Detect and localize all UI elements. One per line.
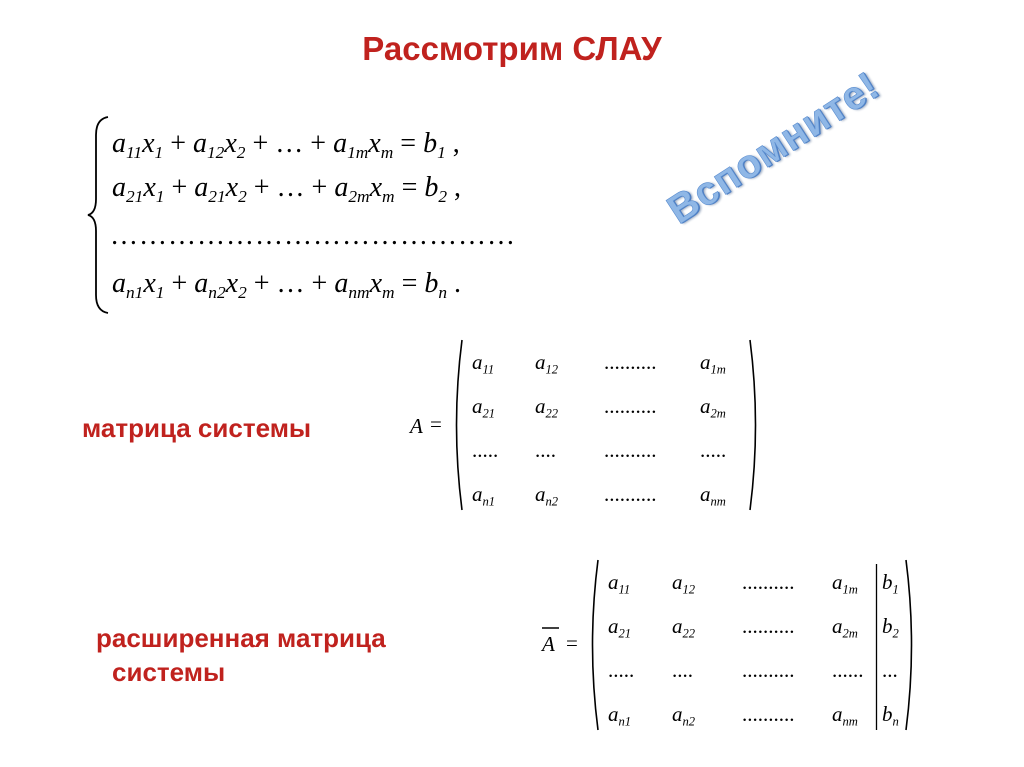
matrix-cell [608, 702, 631, 727]
matrix-cell [882, 614, 899, 639]
matrix-cell [535, 482, 558, 507]
matrix-cell [672, 702, 695, 727]
matrix-cell [700, 394, 726, 419]
math-operator: .......... [742, 658, 795, 682]
augmented-lhs: A [542, 632, 555, 656]
math-variable: $a_{11}$ [608, 570, 631, 597]
matrix-cell [608, 570, 630, 595]
math-operator: .......... [604, 350, 657, 374]
augmented-left-paren [586, 558, 600, 732]
matrix-cell [700, 350, 726, 375]
math-variable: $a_{n1}$ [608, 702, 632, 729]
math-variable: $a_{nm}$ [334, 268, 370, 303]
math-variable: $b_1$ [423, 128, 446, 163]
matrix-cell [604, 482, 657, 507]
matrix-right-paren [748, 338, 762, 512]
math-operator: + … + [246, 172, 335, 203]
math-variable: $b_n$ [424, 268, 448, 303]
math-operator: .......... [604, 438, 657, 462]
math-variable: $a_{22}$ [672, 614, 696, 641]
equation-row [112, 128, 460, 163]
matrix-cell [832, 570, 858, 595]
math-variable: $a_{nm}$ [832, 702, 858, 729]
matrix-cell [604, 350, 657, 375]
math-operator: .......... [742, 570, 795, 594]
math-variable: $a_{nm}$ [700, 482, 726, 509]
math-variable: $x_1$ [143, 172, 165, 207]
matrix-cell [742, 658, 795, 683]
matrix-cell [882, 658, 898, 683]
matrix-cell [742, 702, 795, 727]
matrix-cell [604, 438, 657, 463]
matrix-equals: = [430, 412, 442, 436]
equation-row [112, 172, 462, 207]
math-operator: .......... [604, 482, 657, 506]
math-variable: $a_{12}$ [193, 128, 225, 163]
math-operator: + [164, 268, 195, 299]
math-operator: + [163, 128, 193, 159]
math-variable: $b_1$ [882, 570, 899, 597]
math-operator: + … + [245, 128, 334, 159]
augmented-right-paren [904, 558, 918, 732]
matrix-cell [608, 658, 634, 683]
matrix-left-paren [450, 338, 464, 512]
math-variable: $a_{1m}$ [333, 128, 369, 163]
math-variable: $b_2$ [424, 172, 448, 207]
matrix-cell [604, 394, 657, 419]
matrix-cell [535, 350, 558, 375]
math-variable: $a_{11}$ [112, 128, 143, 163]
math-operator: .......... [742, 614, 795, 638]
matrix-cell [608, 614, 631, 639]
math-operator: .... [672, 658, 693, 682]
matrix-cell [700, 482, 726, 507]
math-variable: $a_{2m}$ [334, 172, 370, 207]
matrix-cell [742, 570, 795, 595]
augmented-overbar [542, 626, 560, 630]
augmented-caption-line1: расширенная матрица [96, 623, 386, 653]
math-variable: $x_m$ [369, 172, 395, 207]
math-operator: , [445, 128, 460, 159]
math-operator: + [164, 172, 195, 203]
equation-dots-row [110, 220, 516, 252]
math-variable: $a_{21}$ [472, 394, 496, 421]
math-operator: ..... [608, 658, 635, 682]
math-variable: $b_2$ [882, 614, 899, 641]
matrix-cell [535, 438, 556, 463]
math-operator: .... [535, 438, 556, 462]
math-operator: ..... [700, 438, 727, 462]
augmented-separator [875, 564, 878, 730]
matrix-cell [882, 570, 899, 595]
augmented-caption [96, 622, 386, 690]
math-variable: $a_{1m}$ [832, 570, 858, 597]
matrix-cell [472, 482, 495, 507]
matrix-cell [882, 702, 899, 727]
math-variable: $a_{21}$ [112, 172, 144, 207]
math-variable: $a_{1m}$ [700, 350, 726, 377]
math-operator: , [447, 172, 462, 203]
remember-stamp: Вспомните! [659, 63, 888, 233]
math-variable: $a_{11}$ [472, 350, 495, 377]
matrix-cell [832, 702, 858, 727]
math-variable: $x_1$ [143, 268, 165, 303]
math-operator: + … + [246, 268, 335, 299]
math-variable: $a_{2m}$ [700, 394, 726, 421]
math-operator: = [393, 128, 424, 159]
matrix-cell [700, 438, 726, 463]
equation-row [112, 268, 462, 303]
math-variable: $b_n$ [882, 702, 899, 729]
matrix-cell [472, 394, 495, 419]
math-variable: $x_1$ [142, 128, 164, 163]
math-variable: $a_{n2}$ [194, 268, 226, 303]
slide-title: Рассмотрим СЛАУ [362, 30, 662, 67]
math-variable: $x_2$ [225, 268, 247, 303]
math-variable: $x_2$ [225, 172, 247, 207]
augmented-caption-line2: системы [112, 656, 226, 687]
math-operator: = [394, 268, 425, 299]
math-variable: $a_{n2}$ [672, 702, 696, 729]
math-variable: $a_{21}$ [194, 172, 226, 207]
math-variable: $a_{2m}$ [832, 614, 858, 641]
math-variable: $a_{12}$ [535, 350, 559, 377]
math-operator: .......... [742, 702, 795, 726]
math-variable: $x_2$ [224, 128, 246, 163]
math-operator: .......... [604, 394, 657, 418]
matrix-caption: матрица системы [82, 413, 312, 443]
math-operator: ..... [472, 438, 499, 462]
math-operator: ... [882, 658, 898, 682]
system-left-brace [86, 115, 112, 315]
math-variable: $x_m$ [368, 128, 394, 163]
math-variable: $a_{n1}$ [112, 268, 144, 303]
math-operator: = [394, 172, 425, 203]
augmented-equals: = [566, 631, 578, 655]
matrix-cell [472, 438, 498, 463]
math-variable: $a_{21}$ [608, 614, 632, 641]
math-variable: $a_{22}$ [535, 394, 559, 421]
math-operator: . [447, 268, 462, 299]
matrix-cell [672, 614, 695, 639]
matrix-cell [832, 658, 864, 683]
matrix-cell [535, 394, 558, 419]
math-variable: $x_m$ [369, 268, 395, 303]
matrix-cell [742, 614, 795, 639]
matrix-cell [832, 614, 858, 639]
matrix-lhs: A [410, 414, 423, 438]
matrix-cell [672, 658, 693, 683]
math-variable: $a_{12}$ [672, 570, 696, 597]
matrix-cell [472, 350, 494, 375]
math-operator: ...... [832, 658, 864, 682]
math-variable: $a_{n2}$ [535, 482, 559, 509]
math-operator: …………………………………… [110, 220, 516, 251]
matrix-cell [672, 570, 695, 595]
math-variable: $a_{n1}$ [472, 482, 496, 509]
